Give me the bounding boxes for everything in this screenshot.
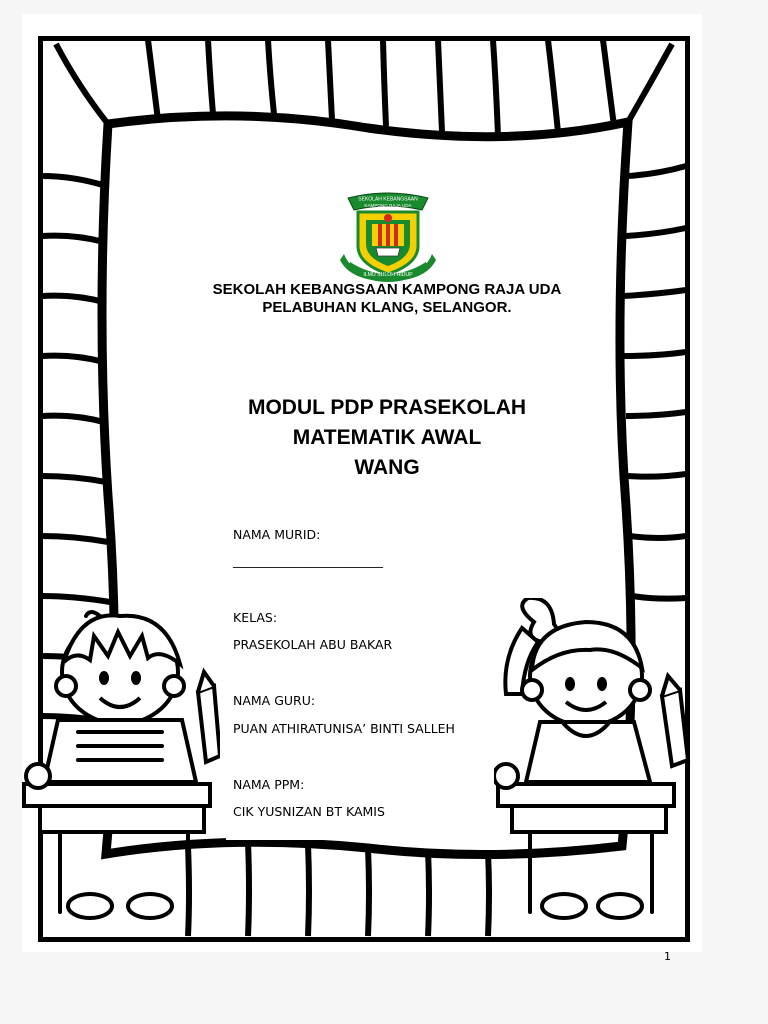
svg-text:ILMU SULOH HIDUP: ILMU SULOH HIDUP (363, 272, 413, 278)
module-title (166, 393, 608, 483)
class-value: PRASEKOLAH ABU BAKAR (233, 637, 393, 652)
school-name (166, 281, 608, 317)
class-label: KELAS: (233, 610, 278, 625)
school-name-line1: SEKOLAH KEBANGSAAN KAMPONG RAJA UDA (212, 281, 562, 298)
svg-text:SEKOLAH KEBANGSAAN: SEKOLAH KEBANGSAAN (358, 196, 418, 203)
title-line2: MATEMATIK AWAL (292, 426, 482, 449)
title-line1: MODUL PDP PRASEKOLAH (247, 396, 527, 419)
boy-at-desk-illustration (20, 606, 220, 930)
teacher-name-value: PUAN ATHIRATUNISA’ BINTI SALLEH (233, 721, 455, 736)
ppm-name-value: CIK YUSNIZAN BT KAMIS (233, 804, 385, 819)
school-crest-logo (340, 190, 436, 282)
teacher-name-label: NAMA GURU: (233, 693, 316, 708)
svg-text:KAMPONG RAJA UDA: KAMPONG RAJA UDA (364, 203, 412, 208)
title-line3: WANG (354, 456, 420, 479)
girl-at-desk-illustration (494, 598, 704, 928)
school-name-line2: PELABUHAN KLANG, SELANGOR. (262, 299, 512, 316)
page-number: 1 (664, 950, 671, 963)
ppm-name-label: NAMA PPM: (233, 777, 305, 792)
student-name-label: NAMA MURID: (233, 527, 321, 542)
student-name-blank[interactable]: ________________________ (233, 553, 383, 568)
